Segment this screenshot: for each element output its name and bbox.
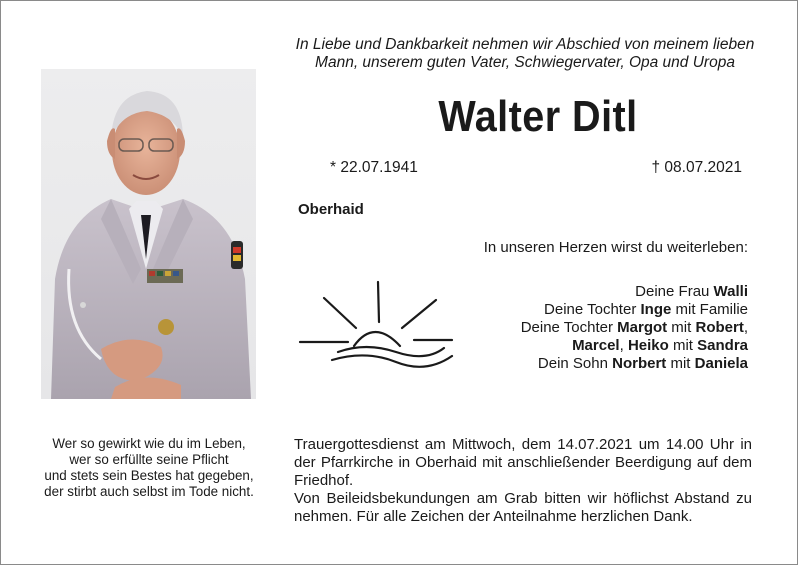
family-text: Deine Tochter <box>520 319 618 336</box>
poem-line: Wer so gewirkt wie du im Leben, <box>52 436 246 451</box>
birth-date: * 22.07.1941 <box>330 159 418 176</box>
deceased-name: Walter Ditl <box>438 92 638 141</box>
family-text: , <box>619 337 628 354</box>
sunset-icon <box>296 276 456 368</box>
service-info <box>294 436 752 526</box>
condolence-paragraph: Von Beileidsbekundungen am Grab bitten wir höflichst Abstand zu nehmen. Für alle Zeichen der Anteilnahme herzlichen Dank. <box>294 490 752 525</box>
service-paragraph: Trauergottesdienst am Mittwoch, dem 14.07.2021 um 14.00 Uhr in der Pfarrkirche in Oberhaid mit anschließender Beerdigung auf dem Friedhof. <box>294 436 752 489</box>
family-name: Daniela <box>694 355 748 372</box>
family-text: Dein Sohn <box>537 355 613 372</box>
portrait-illustration <box>41 69 256 399</box>
family-name: Margot <box>617 319 668 336</box>
memorial-line: In unseren Herzen wirst du weiterleben: <box>483 239 748 256</box>
family-text: Deine Frau <box>635 283 714 300</box>
place-name: Oberhaid <box>298 201 364 218</box>
poem <box>36 436 262 500</box>
portrait-photo <box>41 69 256 399</box>
family-line <box>521 301 748 319</box>
family-name: Inge <box>640 301 672 318</box>
family-name: Norbert <box>612 355 667 372</box>
poem-line: der stirbt auch selbst im Tode nicht. <box>44 484 254 499</box>
family-name: Heiko <box>627 337 669 354</box>
family-text: mit <box>666 355 695 372</box>
death-date: † 08.07.2021 <box>651 159 742 176</box>
family-name: Marcel <box>572 337 620 354</box>
family-name: Robert <box>695 319 744 336</box>
family-line <box>521 355 748 373</box>
family-text: mit <box>668 337 698 354</box>
family-text: Deine Tochter <box>544 301 641 318</box>
family-line <box>521 283 748 301</box>
family-line <box>521 319 748 337</box>
family-text: , <box>743 319 748 336</box>
family-name: Sandra <box>697 337 748 354</box>
family-text: mit Familie <box>671 301 748 318</box>
family-line <box>521 337 748 355</box>
family-text: mit <box>667 319 696 336</box>
family-list <box>521 283 748 373</box>
poem-line: und stets sein Bestes hat gegeben, <box>44 468 254 483</box>
family-name: Walli <box>713 283 748 300</box>
poem-line: wer so erfüllte seine Pflicht <box>69 452 229 467</box>
intro-text: In Liebe und Dankbarkeit nehmen wir Abschied von meinem lieben Mann, unserem guten Vater, Schwiegervater, Opa und Uropa <box>295 36 755 71</box>
